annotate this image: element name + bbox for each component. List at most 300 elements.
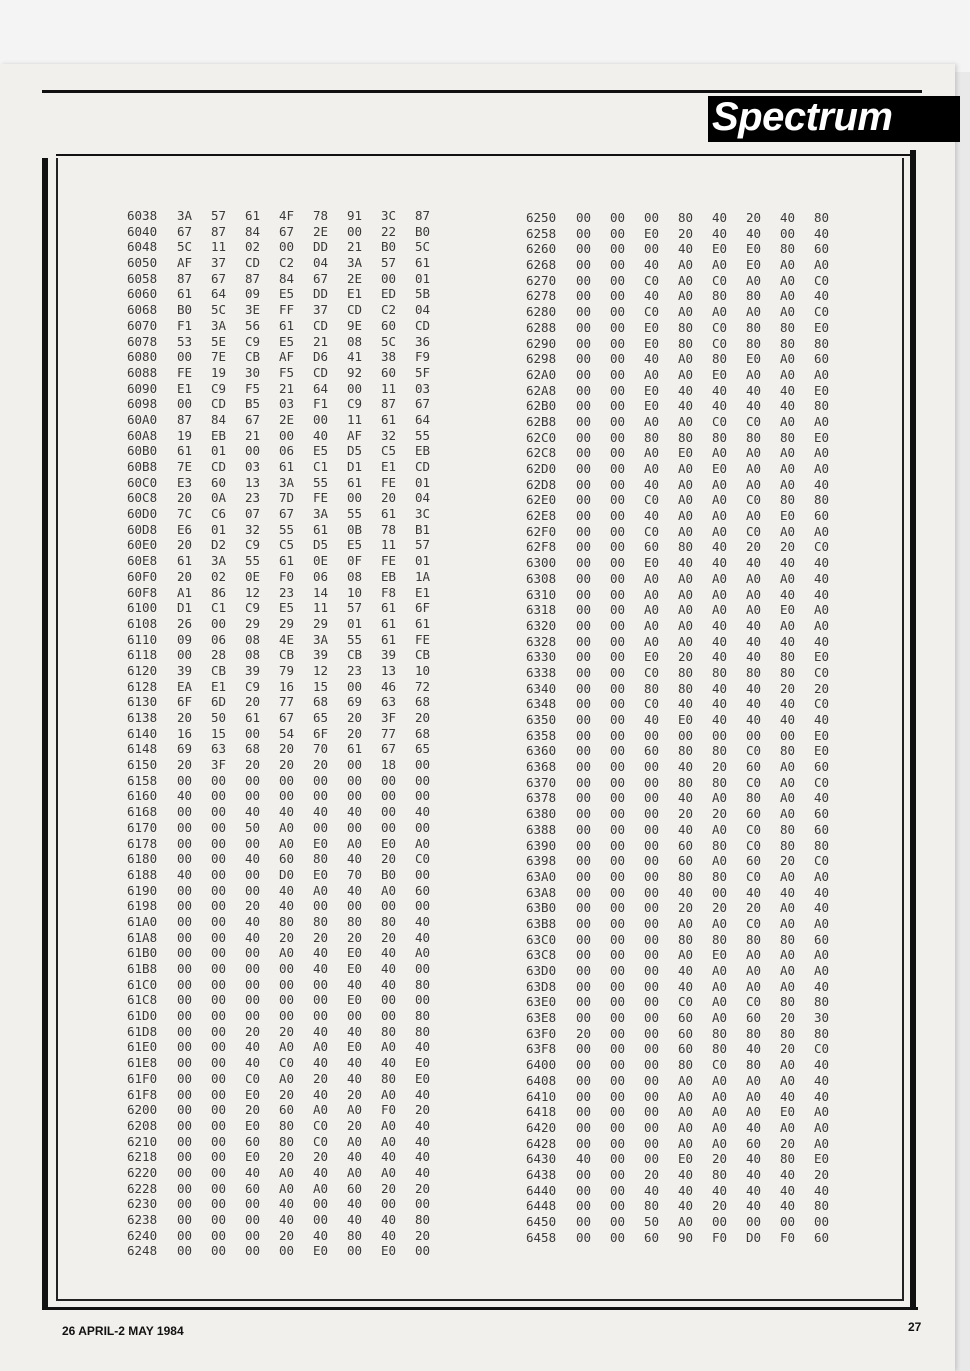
- hex-byte: 3A: [211, 553, 227, 569]
- hex-byte: 80: [746, 931, 762, 947]
- hex-byte: 00: [610, 445, 626, 461]
- hex-byte: A0: [780, 461, 796, 476]
- hex-byte: B0: [415, 223, 431, 239]
- hex-byte: 00: [610, 602, 626, 618]
- hex-byte: 80: [712, 288, 728, 304]
- hex-byte: 80: [712, 743, 728, 759]
- hex-byte: 20: [279, 1149, 295, 1165]
- hex-byte: A0: [279, 1039, 295, 1055]
- hex-address: 62D0: [526, 461, 557, 476]
- hex-row: [526, 524, 848, 540]
- hex-byte: 00: [211, 1055, 227, 1071]
- hex-address: 6050: [127, 255, 158, 271]
- hex-byte: A0: [814, 523, 830, 539]
- hex-byte: 00: [610, 476, 626, 492]
- hex-byte: 40: [746, 1182, 762, 1198]
- hex-byte: 40: [644, 351, 660, 367]
- hex-byte: 00: [313, 411, 329, 427]
- hex-byte: 20: [712, 1198, 728, 1214]
- hex-byte: 0F: [347, 553, 363, 569]
- hex-address: 6350: [526, 712, 557, 727]
- hex-byte: 20: [347, 710, 363, 725]
- hex-byte: 00: [576, 476, 592, 492]
- hex-byte: 00: [576, 1104, 592, 1120]
- hex-byte: 60: [814, 821, 830, 837]
- hex-byte: 00: [347, 788, 363, 804]
- hex-byte: 80: [678, 664, 694, 680]
- hex-row: [127, 977, 449, 993]
- hex-byte: 55: [347, 631, 363, 647]
- hex-byte: 00: [245, 788, 261, 804]
- hex-byte: 40: [347, 882, 363, 898]
- hex-byte: 87: [177, 270, 193, 286]
- hex-byte: 04: [313, 255, 329, 271]
- hex-address: 60C0: [127, 474, 158, 490]
- hex-address: 6248: [127, 1243, 158, 1259]
- hex-byte: 00: [177, 1164, 193, 1180]
- hex-byte: 00: [177, 992, 193, 1008]
- hex-byte: ED: [381, 286, 397, 302]
- hex-byte: 00: [610, 821, 626, 837]
- hex-address: 6378: [526, 790, 557, 806]
- hex-row: [526, 806, 848, 822]
- hex-byte: 00: [576, 413, 592, 429]
- hex-byte: 00: [610, 617, 626, 633]
- hex-byte: 00: [576, 555, 592, 571]
- hex-byte: 20: [381, 851, 397, 867]
- hex-byte: 63: [381, 694, 397, 710]
- hex-byte: 15: [313, 678, 329, 694]
- hex-byte: 00: [347, 1008, 363, 1024]
- hex-byte: 70: [313, 741, 329, 757]
- hex-byte: 00: [746, 727, 762, 743]
- hex-byte: B0: [381, 866, 397, 882]
- hex-byte: 80: [678, 429, 694, 445]
- hex-byte: 20: [746, 539, 762, 555]
- hex-row: [127, 851, 449, 867]
- hex-byte: 00: [381, 819, 397, 835]
- hex-row: [526, 571, 848, 587]
- hex-byte: C0: [814, 696, 830, 712]
- hex-address: 62F8: [526, 539, 557, 555]
- hex-byte: A0: [814, 947, 830, 963]
- hex-byte: CD: [415, 459, 431, 474]
- hex-byte: AF: [177, 255, 193, 271]
- hex-byte: 80: [678, 931, 694, 947]
- hex-address: 6258: [526, 225, 557, 241]
- hex-byte: 40: [814, 555, 830, 571]
- hex-byte: 28: [211, 647, 227, 663]
- hex-row: [127, 945, 449, 961]
- hex-byte: 00: [415, 1243, 431, 1259]
- hex-byte: 80: [279, 1133, 295, 1149]
- hex-byte: 00: [415, 898, 431, 914]
- hex-byte: 00: [576, 774, 592, 790]
- hex-byte: E5: [347, 537, 363, 553]
- hex-byte: 20: [780, 680, 796, 696]
- hex-byte: 20: [712, 806, 728, 822]
- hex-row: [526, 1041, 848, 1057]
- hex-address: 62A0: [526, 366, 557, 382]
- hex-address: 60E8: [127, 553, 158, 569]
- hex-byte: 80: [678, 868, 694, 884]
- hex-address: 6188: [127, 866, 158, 882]
- hex-byte: 00: [313, 1212, 329, 1227]
- hex-address: 6440: [526, 1182, 557, 1198]
- hex-byte: A0: [746, 570, 762, 586]
- hex-row: [127, 553, 449, 569]
- hex-byte: 40: [415, 1133, 431, 1149]
- hex-row: [526, 1230, 848, 1246]
- hex-byte: 00: [415, 1196, 431, 1212]
- hex-byte: D1: [177, 600, 193, 616]
- hex-byte: 40: [415, 1039, 431, 1055]
- hex-byte: 5C: [211, 302, 227, 318]
- hex-byte: 00: [610, 963, 626, 978]
- hex-byte: 5F: [415, 364, 431, 380]
- hex-row: [526, 210, 848, 226]
- hex-byte: A0: [780, 915, 796, 931]
- hex-byte: 40: [814, 900, 830, 916]
- hex-byte: 40: [814, 884, 830, 900]
- hex-byte: 3A: [313, 506, 329, 522]
- hex-byte: E0: [712, 947, 728, 963]
- hex-byte: 00: [576, 837, 592, 853]
- frame-top-rule: [56, 154, 916, 156]
- hex-byte: A0: [678, 257, 694, 273]
- hex-byte: 00: [211, 1227, 227, 1243]
- hex-byte: 00: [279, 1008, 295, 1024]
- hex-byte: 00: [576, 806, 592, 822]
- hex-byte: 00: [610, 351, 626, 367]
- hex-byte: A0: [712, 476, 728, 492]
- hex-byte: E0: [415, 1070, 431, 1086]
- hex-byte: A0: [644, 445, 660, 461]
- hex-row: [127, 569, 449, 585]
- hex-row: [526, 885, 848, 901]
- hex-byte: FE: [415, 631, 431, 647]
- hex-byte: D1: [347, 459, 363, 474]
- hex-byte: A0: [712, 1119, 728, 1135]
- hex-byte: 11: [381, 537, 397, 553]
- hex-byte: 00: [245, 1196, 261, 1212]
- hex-byte: 40: [381, 1227, 397, 1243]
- hex-byte: A0: [780, 806, 796, 822]
- hex-byte: 00: [610, 1151, 626, 1167]
- hex-byte: 80: [780, 994, 796, 1010]
- hex-byte: FE: [381, 553, 397, 569]
- hex-byte: 40: [678, 398, 694, 414]
- hex-byte: 10: [347, 584, 363, 600]
- hex-byte: 00: [610, 539, 626, 555]
- hex-byte: 40: [746, 555, 762, 571]
- hex-byte: 5E: [211, 333, 227, 349]
- hex-byte: 00: [610, 884, 626, 900]
- hex-byte: C0: [644, 696, 660, 712]
- hex-byte: 0E: [313, 553, 329, 569]
- hex-byte: 61: [415, 255, 431, 271]
- hex-address: 6208: [127, 1117, 158, 1133]
- hex-byte: 60: [678, 853, 694, 869]
- hex-byte: 00: [211, 1023, 227, 1039]
- hex-byte: 40: [381, 961, 397, 976]
- hex-byte: 00: [211, 1117, 227, 1133]
- hex-byte: A0: [712, 304, 728, 320]
- hex-byte: E0: [644, 398, 660, 414]
- hex-byte: 00: [177, 349, 193, 365]
- hex-byte: C0: [746, 743, 762, 759]
- hex-byte: 00: [610, 915, 626, 931]
- hex-byte: 39: [245, 662, 261, 678]
- hex-byte: 00: [610, 853, 626, 869]
- hex-address: 6418: [526, 1104, 557, 1120]
- hex-address: 6330: [526, 649, 557, 665]
- hex-byte: A0: [746, 366, 762, 382]
- hex-byte: 40: [678, 241, 694, 257]
- hex-byte: 65: [415, 741, 431, 757]
- hex-address: 6348: [526, 696, 557, 712]
- hex-row: [526, 226, 848, 242]
- hex-byte: 91: [347, 208, 363, 223]
- hex-byte: 80: [712, 837, 728, 853]
- hex-byte: A0: [678, 492, 694, 508]
- hex-byte: 40: [712, 555, 728, 571]
- hex-byte: 61: [415, 615, 431, 631]
- hex-byte: A0: [678, 915, 694, 931]
- hex-byte: 80: [313, 913, 329, 929]
- hex-byte: E0: [814, 1151, 830, 1167]
- hex-byte: 38: [381, 349, 397, 365]
- hex-byte: 00: [177, 835, 193, 851]
- hex-byte: 06: [313, 568, 329, 584]
- left-bar: [42, 158, 48, 1308]
- hex-byte: 00: [576, 649, 592, 665]
- hex-byte: E0: [644, 649, 660, 665]
- hex-byte: 80: [814, 994, 830, 1010]
- hex-byte: 00: [712, 1214, 728, 1229]
- hex-byte: 00: [279, 427, 295, 443]
- hex-address: 63C0: [526, 931, 557, 947]
- hex-row: [127, 773, 449, 789]
- hex-byte: 40: [780, 210, 796, 225]
- hex-byte: A0: [678, 272, 694, 288]
- hex-byte: 00: [644, 868, 660, 884]
- hex-byte: 00: [610, 1229, 626, 1245]
- hex-byte: 40: [780, 555, 796, 571]
- hex-byte: 00: [610, 1041, 626, 1057]
- hex-byte: 11: [211, 239, 227, 255]
- hex-address: 6158: [127, 772, 158, 788]
- hex-byte: B1: [415, 521, 431, 537]
- hex-byte: 01: [211, 521, 227, 537]
- hex-byte: A0: [678, 351, 694, 367]
- hex-byte: 00: [644, 1057, 660, 1073]
- hex-byte: 40: [347, 1070, 363, 1086]
- hex-byte: 00: [610, 398, 626, 414]
- hex-row: [127, 224, 449, 240]
- hex-byte: 9E: [347, 317, 363, 333]
- hex-byte: D6: [313, 349, 329, 365]
- hex-byte: 13: [381, 662, 397, 678]
- hex-byte: E3: [177, 474, 193, 490]
- hex-address: 6370: [526, 774, 557, 790]
- hex-row: [127, 647, 449, 663]
- hex-row: [526, 1214, 848, 1230]
- hex-byte: 40: [415, 1164, 431, 1180]
- hex-byte: E6: [177, 521, 193, 537]
- hex-byte: A0: [712, 523, 728, 539]
- hex-row: [127, 412, 449, 428]
- hex-byte: FE: [177, 364, 193, 380]
- hex-byte: 00: [347, 757, 363, 773]
- hex-row: [526, 257, 848, 273]
- hex-byte: 0B: [347, 521, 363, 537]
- hex-row: [127, 616, 449, 632]
- hex-byte: 00: [610, 492, 626, 508]
- hex-address: 6368: [526, 759, 557, 775]
- hex-byte: 40: [746, 1198, 762, 1214]
- hex-byte: 3A: [211, 317, 227, 333]
- hex-byte: 80: [814, 1198, 830, 1214]
- hex-byte: A0: [678, 413, 694, 429]
- hex-byte: 00: [610, 774, 626, 790]
- hex-byte: A0: [644, 617, 660, 633]
- hex-byte: A0: [780, 304, 796, 320]
- hex-byte: 00: [576, 351, 592, 367]
- hex-byte: E0: [746, 257, 762, 273]
- hex-byte: 3A: [347, 255, 363, 271]
- hex-byte: 00: [415, 772, 431, 788]
- hex-address: 60F8: [127, 584, 158, 600]
- hex-byte: 20: [780, 1010, 796, 1026]
- hex-byte: E0: [313, 866, 329, 882]
- hex-byte: C0: [644, 664, 660, 680]
- hex-byte: 00: [576, 900, 592, 916]
- hex-address: 6110: [127, 631, 158, 647]
- hex-byte: 61: [279, 317, 295, 333]
- hex-byte: C5: [381, 443, 397, 459]
- hex-byte: 00: [576, 884, 592, 900]
- hex-byte: 11: [347, 411, 363, 427]
- hex-byte: 01: [415, 474, 431, 490]
- hex-byte: 57: [415, 537, 431, 553]
- hex-byte: 20: [279, 757, 295, 773]
- hex-byte: E0: [746, 241, 762, 257]
- hex-byte: 3C: [381, 208, 397, 223]
- hex-byte: 67: [313, 270, 329, 286]
- hex-address: 63A0: [526, 868, 557, 884]
- hex-byte: 80: [814, 210, 830, 225]
- hex-byte: 00: [610, 900, 626, 916]
- hex-address: 6190: [127, 882, 158, 898]
- hex-byte: 00: [313, 1196, 329, 1212]
- hex-byte: 00: [814, 1214, 830, 1229]
- hex-address: 6390: [526, 837, 557, 853]
- hex-row: [526, 1026, 848, 1042]
- hex-byte: A0: [746, 461, 762, 476]
- hex-byte: 00: [177, 1008, 193, 1024]
- hex-byte: 5C: [381, 333, 397, 349]
- hex-byte: CB: [347, 647, 363, 663]
- hex-address: 63A8: [526, 884, 557, 900]
- hex-byte: 61: [279, 459, 295, 474]
- hex-byte: 20: [347, 1086, 363, 1102]
- hex-byte: 20: [177, 757, 193, 773]
- hex-byte: 80: [780, 319, 796, 335]
- hex-byte: 40: [279, 898, 295, 914]
- hex-byte: 00: [415, 819, 431, 835]
- hex-row: [127, 318, 449, 334]
- hex-byte: 00: [576, 257, 592, 273]
- hex-byte: 00: [177, 1102, 193, 1118]
- hex-row: [526, 587, 848, 603]
- hex-byte: A0: [814, 915, 830, 931]
- hex-row: [526, 1104, 848, 1120]
- hex-byte: E0: [678, 1151, 694, 1167]
- hex-byte: 00: [610, 696, 626, 712]
- hex-byte: 00: [347, 678, 363, 694]
- hex-byte: 40: [814, 790, 830, 806]
- hex-byte: 68: [313, 694, 329, 710]
- hex-byte: 00: [576, 633, 592, 649]
- hex-byte: 00: [576, 398, 592, 414]
- hex-address: 6048: [127, 239, 158, 255]
- hex-byte: C9: [347, 396, 363, 412]
- hex-byte: 40: [746, 633, 762, 649]
- hex-byte: 86: [211, 584, 227, 600]
- hex-byte: 80: [746, 1057, 762, 1073]
- hex-byte: 23: [279, 584, 295, 600]
- hex-byte: 7C: [177, 506, 193, 522]
- hex-address: 60B0: [127, 443, 158, 459]
- hex-byte: 20: [245, 898, 261, 914]
- hex-byte: A0: [381, 1039, 397, 1055]
- hex-byte: 00: [610, 570, 626, 586]
- hex-byte: A0: [678, 508, 694, 524]
- hex-row: [526, 461, 848, 477]
- hex-byte: A0: [678, 602, 694, 618]
- hex-byte: 00: [381, 1008, 397, 1024]
- hex-byte: A0: [712, 602, 728, 618]
- hex-byte: 00: [610, 1088, 626, 1104]
- hex-row: [127, 490, 449, 506]
- hex-row: [526, 712, 848, 728]
- hex-address: 6420: [526, 1119, 557, 1135]
- hex-byte: 20: [245, 1023, 261, 1039]
- hex-byte: 64: [313, 380, 329, 396]
- hex-row: [127, 1212, 449, 1228]
- hex-byte: A0: [712, 821, 728, 837]
- hex-byte: 80: [780, 241, 796, 257]
- hex-byte: 61: [381, 506, 397, 522]
- hex-byte: A0: [780, 1072, 796, 1088]
- hex-byte: 00: [177, 772, 193, 788]
- hex-byte: 15: [211, 725, 227, 741]
- hex-byte: 80: [415, 1008, 431, 1024]
- hex-row: [127, 1228, 449, 1244]
- hex-byte: 60: [814, 1229, 830, 1245]
- hex-byte: 00: [644, 1010, 660, 1026]
- hex-row: [526, 602, 848, 618]
- hex-byte: 00: [780, 225, 796, 241]
- hex-byte: 80: [712, 664, 728, 680]
- hex-row: [127, 1118, 449, 1134]
- hex-byte: 00: [644, 759, 660, 775]
- hex-byte: 00: [313, 976, 329, 992]
- hex-address: 6320: [526, 617, 557, 633]
- hex-byte: F9: [415, 349, 431, 365]
- hex-byte: 78: [313, 208, 329, 223]
